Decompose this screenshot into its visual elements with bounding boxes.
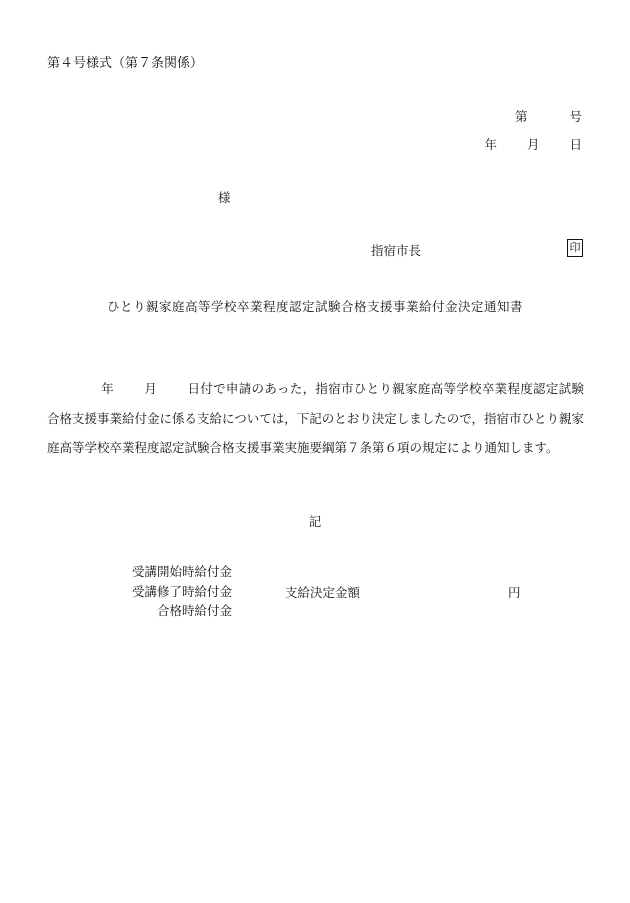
addressee-suffix: 様 <box>218 190 231 205</box>
benefit-items <box>110 562 240 621</box>
date-month: 月 <box>526 137 540 152</box>
issuer-name: 指宿市長 <box>371 243 422 258</box>
body-year: 年 <box>101 381 115 396</box>
benefit-item: 合格時給付金 <box>156 603 232 618</box>
yen-unit: 円 <box>508 585 521 600</box>
date-line <box>484 135 582 153</box>
notice-body <box>47 374 584 463</box>
document-title: ひとり親家庭高等学校卒業程度認定試験合格支援事業給付金決定通知書 <box>106 299 523 314</box>
date-day: 日 <box>569 137 582 152</box>
body-month: 月 <box>144 381 158 396</box>
amount-label: 支給決定金額 <box>285 585 361 600</box>
benefit-item: 受講開始時給付金 <box>131 564 232 579</box>
seal-mark: 印 <box>567 239 583 257</box>
form-number: 第４号様式（第７条関係） <box>47 56 204 71</box>
ki-heading: 記 <box>308 514 322 529</box>
date-year: 年 <box>484 137 497 152</box>
document-number-line <box>515 107 582 125</box>
number-suffix: 号 <box>569 109 582 124</box>
benefit-item: 受講修了時給付金 <box>131 583 232 599</box>
body-text: 日付で申請のあった，指宿市ひとり親家庭高等学校卒業程度認定試験合格支援事業給付金に係る支給については，下記のとおり決定しましたので，指宿市ひとり親家庭高等学校卒業程度認定試験合格支援事業実施要綱第７条第６項の規定により通知します。 <box>47 381 585 455</box>
number-prefix: 第 <box>514 109 528 124</box>
